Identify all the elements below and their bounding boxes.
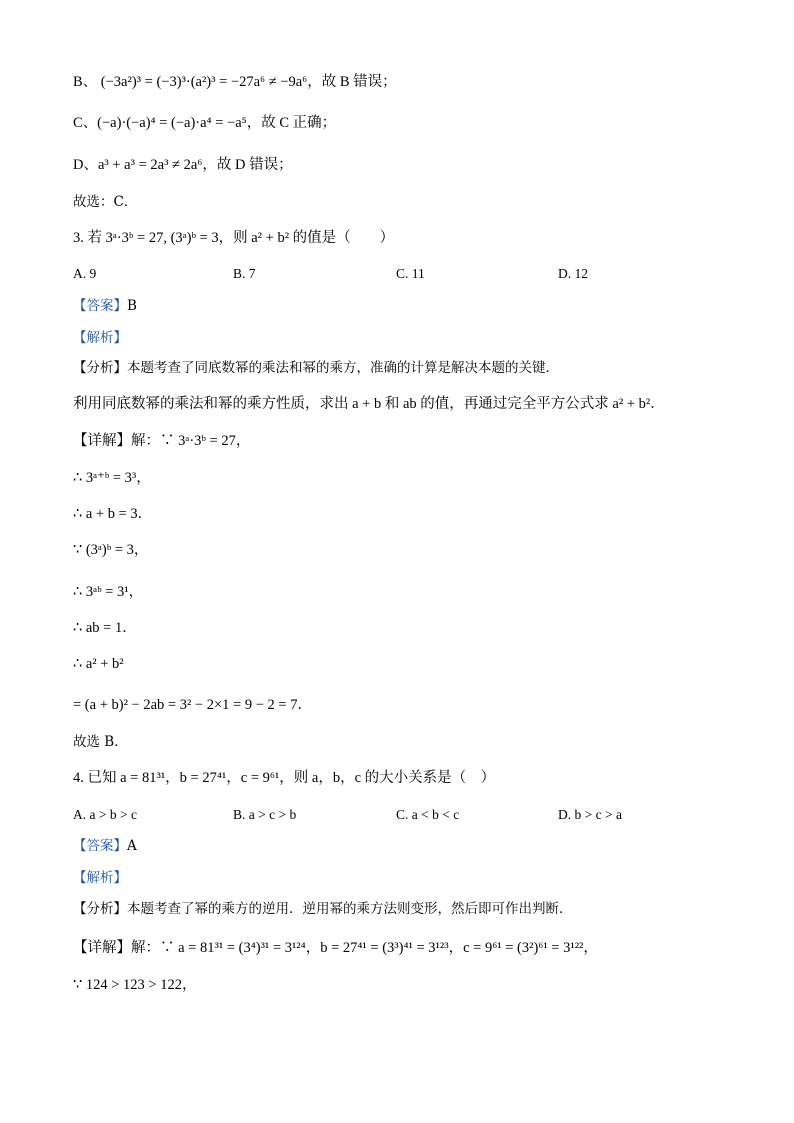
q3-detail-step-1 (73, 431, 250, 451)
answer-value: B (127, 298, 137, 314)
q4-detail-step-1 (73, 938, 598, 958)
q4-answer (73, 836, 137, 856)
prev-choose: 故选：C． (73, 194, 138, 210)
detail-text: 解：∵ 3ᵃ·3ᵇ = 27， (131, 433, 251, 449)
prev-solution-option-b: B、 (−3a²)³ = (−3)³·(a²)³ = −27a⁶ ≠ −9a⁶，故 B 错误； (73, 74, 397, 90)
q3-analysis (73, 358, 559, 378)
q3-detail-step-2: ∴ 3ᵃ⁺ᵇ = 3³， (73, 470, 151, 486)
analysis-text: 本题考查了幂的乘方的逆用．逆用幂的乘方法则变形，然后即可作出判断． (127, 901, 573, 917)
prev-solution-option-d: D、a³ + a³ = 2a³ ≠ 2a⁶，故 D 错误； (73, 157, 293, 173)
answer-value: A (127, 838, 137, 854)
detail-text: 解：∵ a = 81³¹ = (3⁴)³¹ = 3¹²⁴，b = 27⁴¹ = (3³)⁴¹ = 3¹²³，c = 9⁶¹ = (3²)⁶¹ = 3¹²²， (131, 940, 598, 956)
answer-tag: 【答案】 (73, 298, 127, 314)
q4-analysis (73, 899, 573, 919)
q3-detail-step-8: = (a + b)² − 2ab = 3² − 2×1 = 9 − 2 = 7． (73, 697, 312, 713)
q3-option-a: A. 9 (73, 266, 97, 281)
q3-choose: 故选 B． (73, 734, 128, 750)
q3-jiexi-tag: 【解析】 (73, 330, 127, 346)
detail-tag: 【详解】 (73, 940, 131, 956)
q3-detail-step-6: ∴ ab = 1． (73, 620, 137, 636)
analysis-tag: 【分析】 (73, 901, 127, 917)
q3-detail-step-7: ∴ a² + b² (73, 656, 124, 672)
q3-detail-step-3: ∴ a + b = 3． (73, 506, 153, 522)
analysis-tag: 【分析】 (73, 360, 127, 376)
q3-detail-step-4: ∵ (3ᵃ)ᵇ = 3， (73, 542, 149, 558)
q3-option-b: B. 7 (233, 266, 256, 281)
q4-jiexi-tag: 【解析】 (73, 870, 127, 886)
q3-detail-step-5: ∴ 3ᵃᵇ = 3¹， (73, 584, 144, 600)
q4-option-d: D. b > c > a (558, 807, 622, 822)
q4-option-b: B. a > c > b (233, 807, 297, 822)
q3-answer (73, 296, 137, 316)
question-4: 4. 已知 a = 81³¹，b = 27⁴¹，c = 9⁶¹，则 a，b，c 的大小关系是（ ） (73, 770, 496, 786)
q4-detail-step-2: ∵ 124 > 123 > 122， (73, 977, 197, 993)
prev-solution-option-c: C、(−a)·(−a)⁴ = (−a)·a⁴ = −a⁵，故 C 正确； (73, 115, 337, 131)
q3-option-c: C. 11 (396, 266, 425, 281)
question-3: 3. 若 3ᵃ·3ᵇ = 27, (3ᵃ)ᵇ = 3，则 a² + b² 的值是（ ） (73, 230, 395, 246)
answer-tag: 【答案】 (73, 838, 127, 854)
q3-option-d: D. 12 (558, 266, 588, 281)
q4-option-c: C. a < b < c (396, 807, 460, 822)
q3-method: 利用同底数幂的乘法和幂的乘方性质，求出 a + b 和 ab 的值，再通过完全平方公式求 a² + b²． (73, 396, 665, 412)
analysis-text: 本题考查了同底数幂的乘法和幂的乘方，准确的计算是解决本题的关键． (127, 360, 559, 376)
q4-option-a: A. a > b > c (73, 807, 137, 822)
detail-tag: 【详解】 (73, 433, 131, 449)
